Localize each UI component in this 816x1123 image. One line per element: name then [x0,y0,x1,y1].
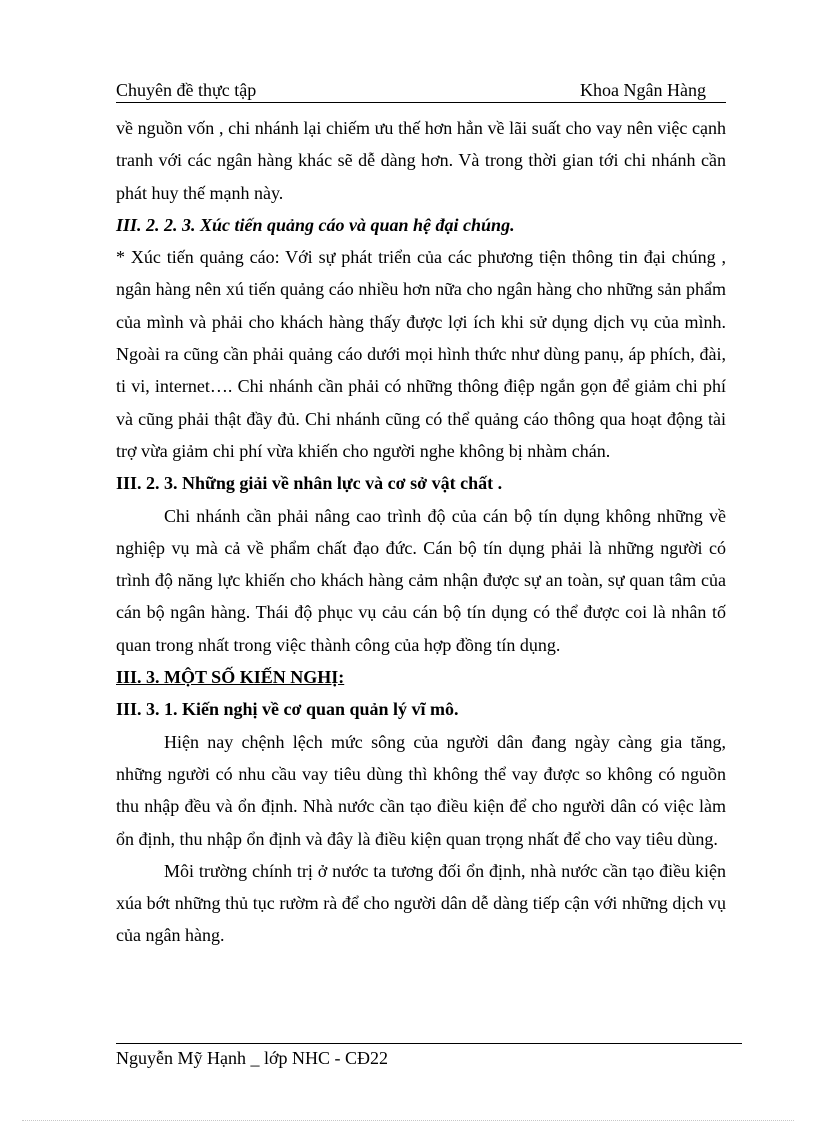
footer-author: Nguyễn Mỹ Hạnh _ lớp NHC - CĐ22 [116,1048,389,1068]
page-bottom-divider [22,1120,794,1121]
section-heading-advertising: III. 2. 2. 3. Xúc tiến quảng cáo và quan hệ đại chúng. [116,214,515,235]
paragraph-income-gap: Hiện nay chệnh lệch mức sông của người dân đang ngày càng gia tăng, những người có nhu cầu vay tiêu dùng thì không thể vay được so không có nguồn thu nhập đều và ổn định. Nhà nước cần tạo điều kiện để cho người dân có việc làm ổn định, thu nhập ổn định và đây là điều kiện quan trọng nhất để cho vay tiêu dùng. [116,731,726,849]
document-body [116,112,726,952]
section-heading-recommendations: III. 3. MỘT SỐ KIẾN NGHỊ: [116,667,345,688]
paragraph-personnel: Chi nhánh cần phải nâng cao trình độ của cán bộ tín dụng không những về nghiệp vụ mà cả về phẩm chất đạo đức. Cán bộ tín dụng phải là những người có trình độ năng lực khiến cho khách hàng cảm nhận được sự an toàn, sự quan tâm của cán bộ ngân hàng. Thái độ phục vụ cảu cán bộ tín dụng có thể được coi là nhân tố quan trong nhất trong việc thành công của hợp đồng tín dụng. [116,505,726,655]
page-header [116,78,726,103]
page-footer [116,1043,742,1070]
paragraph-advertising: * Xúc tiến quảng cáo: Với sự phát triển của các phương tiện thông tin đại chúng , ngân hàng nên xú tiến quảng cáo nhiều hơn nữa cho ngân hàng cho những sản phẩm của mình và phải cho khách hàng thấy được lợi ích khi sử dụng dịch vụ của mình. Ngoài ra cũng cần phải quảng cáo dưới mọi hình thức như dùng panụ, áp phích, đài, ti vi, internet…. Chi nhánh cần phải có những thông điệp ngắn gọn để giảm chi phí và cũng phải thật đầy đủ. Chi nhánh cũng có thể quảng cáo thông qua hoạt động tài trợ vừa giảm chi phí vừa khiến cho người nghe không bị nhàm chán. [116,247,726,461]
section-heading-macro-recommendation: III. 3. 1. Kiến nghị về cơ quan quản lý vĩ mô. [116,699,459,720]
header-department: Khoa Ngân Hàng [580,80,706,100]
section-heading-personnel: III. 2. 3. Những giải về nhân lực và cơ sở vật chất . [116,473,503,494]
paragraph-political-environment: Môi trường chính trị ở nước ta tương đối ổn định, nhà nước cần tạo điều kiện xúa bớt những thủ tục rườm rà để cho người dân dễ dàng tiếp cận với những dịch vụ của ngân hàng. [116,860,726,946]
header-title: Chuyên đề thực tập [116,80,257,100]
paragraph-intro: về nguồn vốn , chi nhánh lại chiếm ưu thế hơn hẳn về lãi suất cho vay nên việc cạnh tranh với các ngân hàng khác sẽ dễ dàng hơn. Và trong thời gian tới chi nhánh cần phát huy thế mạnh này. [116,118,726,203]
